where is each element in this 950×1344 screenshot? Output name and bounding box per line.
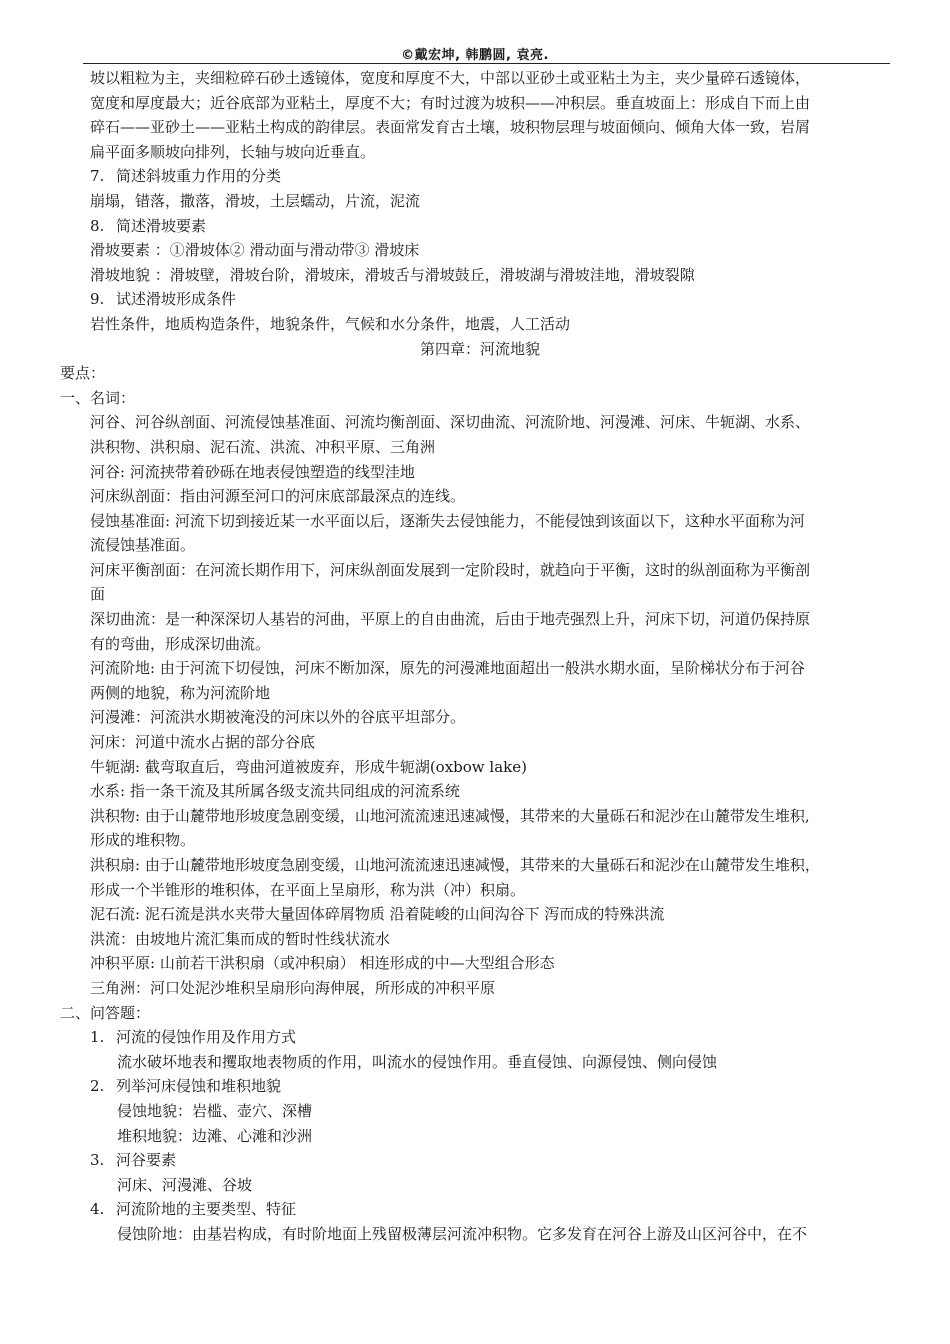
item-number: 2. [90, 1077, 105, 1096]
line-text: 侵蚀阶地：由基岩构成，有时阶地面上残留极薄层河流冲积物。它多发育在河谷上游及山区河谷中，在不 [117, 1224, 808, 1243]
text-line [60, 435, 900, 460]
text-line [60, 312, 900, 337]
text-line [60, 1099, 900, 1124]
line-text: 河床：河道中流水占据的部分谷底 [90, 733, 316, 752]
text-line [60, 632, 900, 657]
line-text: 崩塌，错落，撒落，滑坡，土层蠕动，片流，泥流 [90, 191, 421, 210]
line-text: 侵蚀基准面: 河流下切到接近某一水平面以后，逐渐失去侵蚀能力，不能侵蚀到该面以下，这种水平面称为河 [90, 511, 805, 530]
line-text: 河流阶地的主要类型、特征 [116, 1200, 297, 1219]
text-line [60, 361, 900, 386]
text-line [60, 484, 900, 509]
numbered-question [60, 1025, 900, 1050]
text-line [60, 976, 900, 1001]
text-line [60, 853, 900, 878]
line-text: 三角洲：河口处泥沙堆积呈扇形向海伸展，所形成的冲积平原 [90, 978, 496, 997]
text-line [60, 755, 900, 780]
numbered-question [60, 1197, 900, 1222]
item-number: 3. [90, 1151, 105, 1170]
header-rule [83, 63, 890, 64]
text-line [60, 582, 900, 607]
document-body [60, 66, 900, 1247]
text-line [60, 828, 900, 853]
line-text: 河漫滩：河流洪水期被淹没的河床以外的谷底平坦部分。 [90, 708, 466, 727]
line-text: 河床、河漫滩、谷坡 [117, 1175, 253, 1194]
line-text: 扁平面多顺坡向排列，长轴与坡向近垂直。 [90, 142, 376, 161]
numbered-question [60, 1074, 900, 1099]
numbered-question [60, 164, 900, 189]
line-text: 冲积平原: 山前若干洪积扇（或冲积扇） 相连形成的中—大型组合形态 [90, 954, 555, 973]
line-text: 坡以粗粒为主，夹细粒碎石砂土透镜体，宽度和厚度不大，中部以亚砂土或亚粘土为主，夹少量碎石透镜体， [90, 69, 811, 87]
text-line [60, 779, 900, 804]
line-text: 形成的堆积物。 [90, 831, 196, 850]
line-text: 河流的侵蚀作用及作用方式 [116, 1028, 297, 1047]
chapter-title [60, 337, 900, 362]
line-text: 深切曲流：是一种深深切人基岩的河曲，平原上的自由曲流，后由于地壳强烈上升，河床下切，河道仍保持原 [90, 610, 811, 629]
text-line [60, 927, 900, 952]
text-line [60, 1173, 900, 1198]
numbered-question [60, 1148, 900, 1173]
text-line [60, 66, 900, 91]
text-line [60, 410, 900, 435]
item-number: 8. [90, 216, 105, 235]
text-line [60, 878, 900, 903]
text-line [60, 1050, 900, 1075]
text-line [60, 533, 900, 558]
text-line [60, 804, 900, 829]
line-text: 简述滑坡要素 [116, 216, 207, 235]
line-text: 面 [90, 585, 106, 604]
text-line [60, 509, 900, 534]
line-text: 有的弯曲，形成深切曲流。 [90, 634, 271, 653]
line-text: 流侵蚀基准面。 [90, 536, 196, 555]
line-text: 河谷: 河流挟带着砂砾在地表侵蚀塑造的线型洼地 [90, 462, 415, 481]
item-number: 4. [90, 1200, 105, 1219]
line-text: 一、名词： [60, 388, 136, 407]
text-line [60, 730, 900, 755]
text-line [60, 91, 900, 116]
line-text: 水系: 指一条干流及其所属各级支流共同组成的河流系统 [90, 782, 460, 801]
item-number: 1. [90, 1028, 105, 1047]
line-text: 洪积物、洪积扇、泥石流、洪流、冲积平原、三角洲 [90, 437, 436, 456]
line-text: 河床纵剖面：指由河源至河口的河床底部最深点的连线。 [90, 487, 466, 506]
text-line [60, 460, 900, 485]
line-text: 试述滑坡形成条件 [116, 290, 237, 309]
text-line [60, 238, 900, 263]
line-text: 河谷要素 [116, 1151, 177, 1170]
line-text: 简述斜坡重力作用的分类 [116, 167, 282, 186]
line-text: 要点： [60, 364, 106, 383]
line-text: 第四章：河流地貌 [419, 339, 540, 358]
numbered-question [60, 287, 900, 312]
line-text: 洪积物: 由于山麓带地形坡度急剧变缓，山地河流流速迅速减慢，其带来的大量砾石和泥沙在山麓带发生堆积, [90, 806, 810, 825]
text-line [60, 1124, 900, 1149]
text-line [60, 681, 900, 706]
line-text: 河谷、河谷纵剖面、河流侵蚀基准面、河流均衡剖面、深切曲流、河流阶地、河漫滩、河床、牛轭湖、水系、 [90, 413, 811, 432]
text-line [60, 656, 900, 681]
item-number: 9. [90, 290, 105, 309]
line-text: 洪流：由坡地片流汇集而成的暂时性线状流水 [90, 929, 391, 948]
line-text: 两侧的地貌，称为河流阶地 [90, 683, 271, 702]
line-text: 滑坡地貌 ：滑坡壁，滑坡台阶，滑坡床，滑坡舌与滑坡鼓丘，滑坡湖与滑坡洼地，滑坡裂隙 [90, 265, 695, 284]
line-text: 堆积地貌：边滩、心滩和沙洲 [117, 1126, 313, 1145]
page-header: ©戴宏坤, 韩鹏圆, 袁亮. [401, 48, 549, 63]
text-line [60, 386, 900, 411]
text-line [60, 1222, 900, 1247]
item-number: 7. [90, 167, 105, 186]
numbered-question [60, 214, 900, 239]
line-text: 河流阶地: 由于河流下切侵蚀，河床不断加深，原先的河漫滩地面超出一般洪水期水面，呈阶梯状分布于河谷 [90, 659, 805, 678]
text-line [60, 189, 900, 214]
line-text: 碎石——亚砂土——亚粘土构成的韵律层。表面常发育古土壤，坡积物层理与坡面倾向、倾角大体一致，岩屑 [90, 118, 811, 137]
line-text: 洪积扇: 由于山麓带地形坡度急剧变缓，山地河流流速迅速减慢，其带来的大量砾石和泥沙在山麓带发生堆积， [90, 856, 820, 874]
line-text: 二、问答题： [60, 1003, 151, 1022]
line-text: 河床平衡剖面：在河流长期作用下，河床纵剖面发展到一定阶段时，就趋向于平衡，这时的纵剖面称为平衡剖 [90, 560, 811, 579]
line-text: 列举河床侵蚀和堆积地貌 [116, 1077, 282, 1096]
line-text: 滑坡要素 ：①滑坡体② 滑动面与滑动带③ 滑坡床 [90, 241, 420, 260]
text-line [60, 115, 900, 140]
line-text: 牛轭湖: 截弯取直后，弯曲河道被废弃，形成牛轭湖(oxbow lake) [90, 757, 527, 776]
line-text: 侵蚀地貌：岩槛、壶穴、深槽 [117, 1101, 313, 1120]
text-line [60, 951, 900, 976]
text-line [60, 607, 900, 632]
line-text: 泥石流: 泥石流是洪水夹带大量固体碎屑物质 沿着陡峻的山间沟谷下 泻而成的特殊洪流 [90, 905, 665, 924]
text-line [60, 558, 900, 583]
text-line [60, 140, 900, 165]
line-text: 宽度和厚度最大；近谷底部为亚粘土，厚度不大；有时过渡为坡积——冲积层。垂直坡面上：形成自下而上由 [90, 93, 811, 112]
text-line [60, 705, 900, 730]
text-line [60, 1001, 900, 1026]
line-text: 岩性条件，地质构造条件，地貌条件，气候和水分条件，地震，人工活动 [90, 314, 571, 333]
line-text: 流水破坏地表和攫取地表物质的作用，叫流水的侵蚀作用。垂直侵蚀、向源侵蚀、侧向侵蚀 [117, 1052, 718, 1071]
text-line [60, 263, 900, 288]
text-line [60, 902, 900, 927]
line-text: 形成一个半锥形的堆积体，在平面上呈扇形，称为洪（冲）积扇。 [90, 880, 526, 899]
